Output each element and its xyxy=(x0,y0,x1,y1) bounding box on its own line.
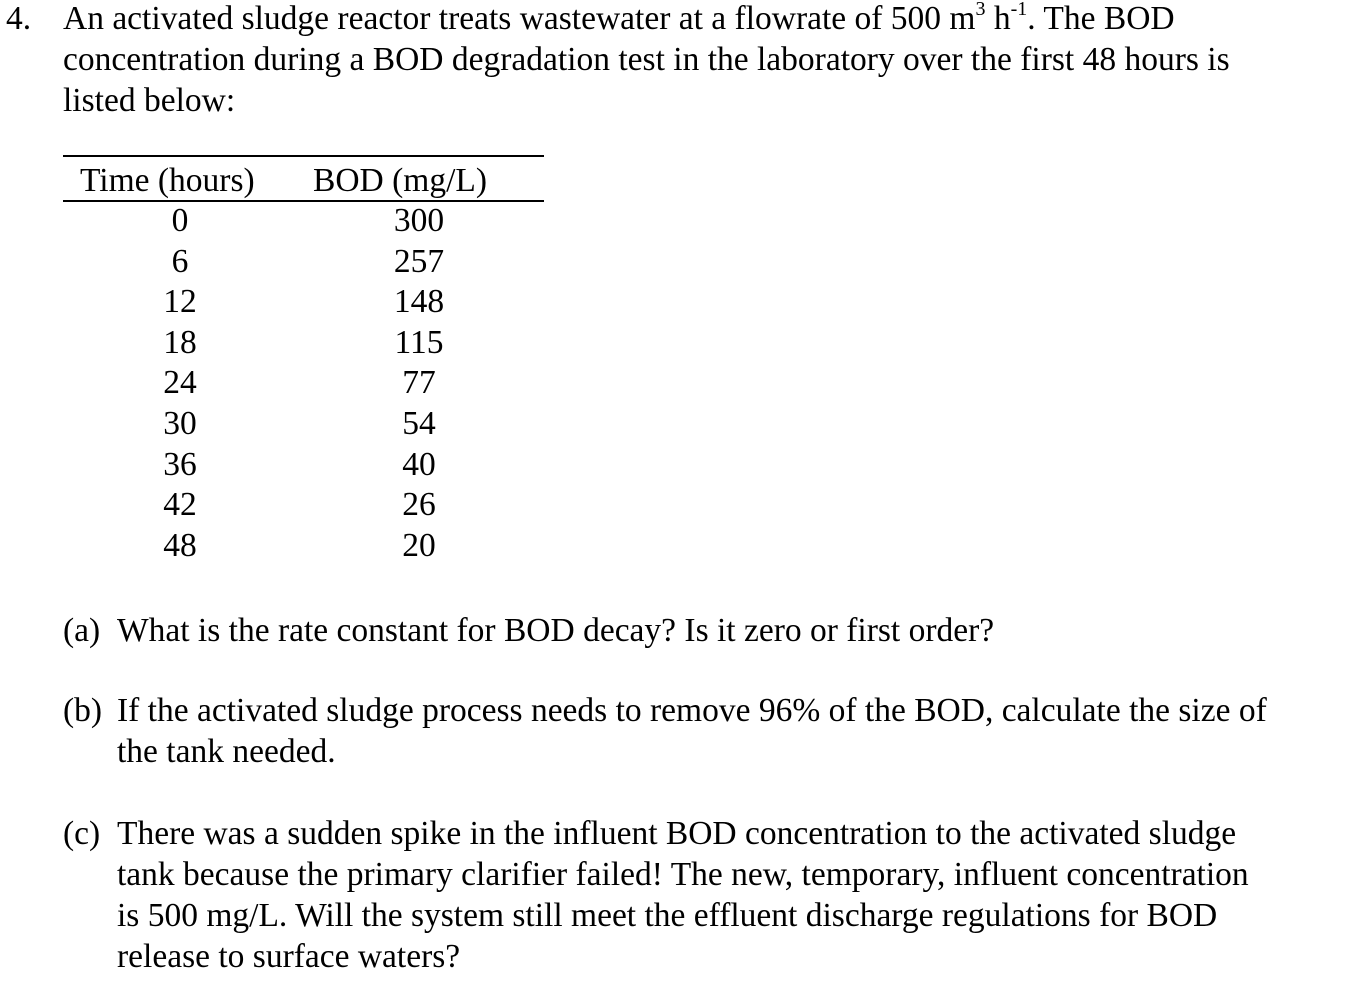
time-cell: 42 xyxy=(163,486,197,524)
part-c-line-4: release to surface waters? xyxy=(117,938,461,975)
bod-cell: 26 xyxy=(402,486,436,524)
part-c-line-2: tank because the primary clarifier failed! The new, temporary, influent concentration xyxy=(117,856,1249,893)
bod-cell: 20 xyxy=(402,526,436,564)
question-line-3: listed below: xyxy=(63,82,236,119)
time-cell: 48 xyxy=(163,526,197,564)
question-line-2: concentration during a BOD degradation test in the laboratory over the first 48 hours is xyxy=(63,41,1230,78)
superscript-minus-1: -1 xyxy=(1010,0,1028,20)
question-number: 4. xyxy=(6,0,32,37)
time-cell: 36 xyxy=(163,445,197,483)
bod-cell: 77 xyxy=(402,364,436,402)
header-time: Time (hours) xyxy=(80,162,255,199)
superscript-3: 3 xyxy=(975,0,986,20)
time-cell: 12 xyxy=(163,283,197,321)
question-line-1 xyxy=(63,0,1363,39)
header-bod: BOD (mg/L) xyxy=(313,162,487,199)
part-a-label: (a) xyxy=(63,612,101,649)
part-a-line-1: What is the rate constant for BOD decay? Is it zero or first order? xyxy=(117,612,995,649)
part-c-line-1: There was a sudden spike in the influent BOD concentration to the activated sludge xyxy=(117,815,1237,852)
question-text xyxy=(63,0,1363,121)
part-c-label: (c) xyxy=(63,815,101,852)
table-top-rule xyxy=(63,155,544,157)
part-c-line-3: is 500 mg/L. Will the system still meet the effluent discharge regulations for BOD xyxy=(117,897,1218,934)
part-b-line-2: the tank needed. xyxy=(117,733,336,770)
part-b-line-1: If the activated sludge process needs to remove 96% of the BOD, calculate the size of xyxy=(117,692,1267,729)
question-line-1-main: An activated sludge reactor treats wastewater at a flowrate of 500 m xyxy=(63,0,976,37)
time-column xyxy=(140,201,220,566)
time-cell: 30 xyxy=(163,404,197,442)
time-cell: 0 xyxy=(171,202,189,239)
bod-cell: 40 xyxy=(402,445,436,483)
bod-cell: 115 xyxy=(394,323,444,361)
bod-cell: 54 xyxy=(402,404,436,442)
part-b-label: (b) xyxy=(63,692,103,729)
table-header-rule xyxy=(63,200,544,202)
time-cell: 18 xyxy=(163,323,197,361)
bod-column xyxy=(379,201,459,566)
bod-cell: 257 xyxy=(393,242,445,280)
time-cell: 24 xyxy=(163,364,197,402)
bod-cell: 148 xyxy=(393,283,445,321)
question-line-1-tail: . The BOD xyxy=(1027,0,1175,37)
time-cell: 6 xyxy=(171,242,189,280)
bod-cell: 300 xyxy=(393,202,445,239)
unit-h: h xyxy=(985,0,1011,37)
